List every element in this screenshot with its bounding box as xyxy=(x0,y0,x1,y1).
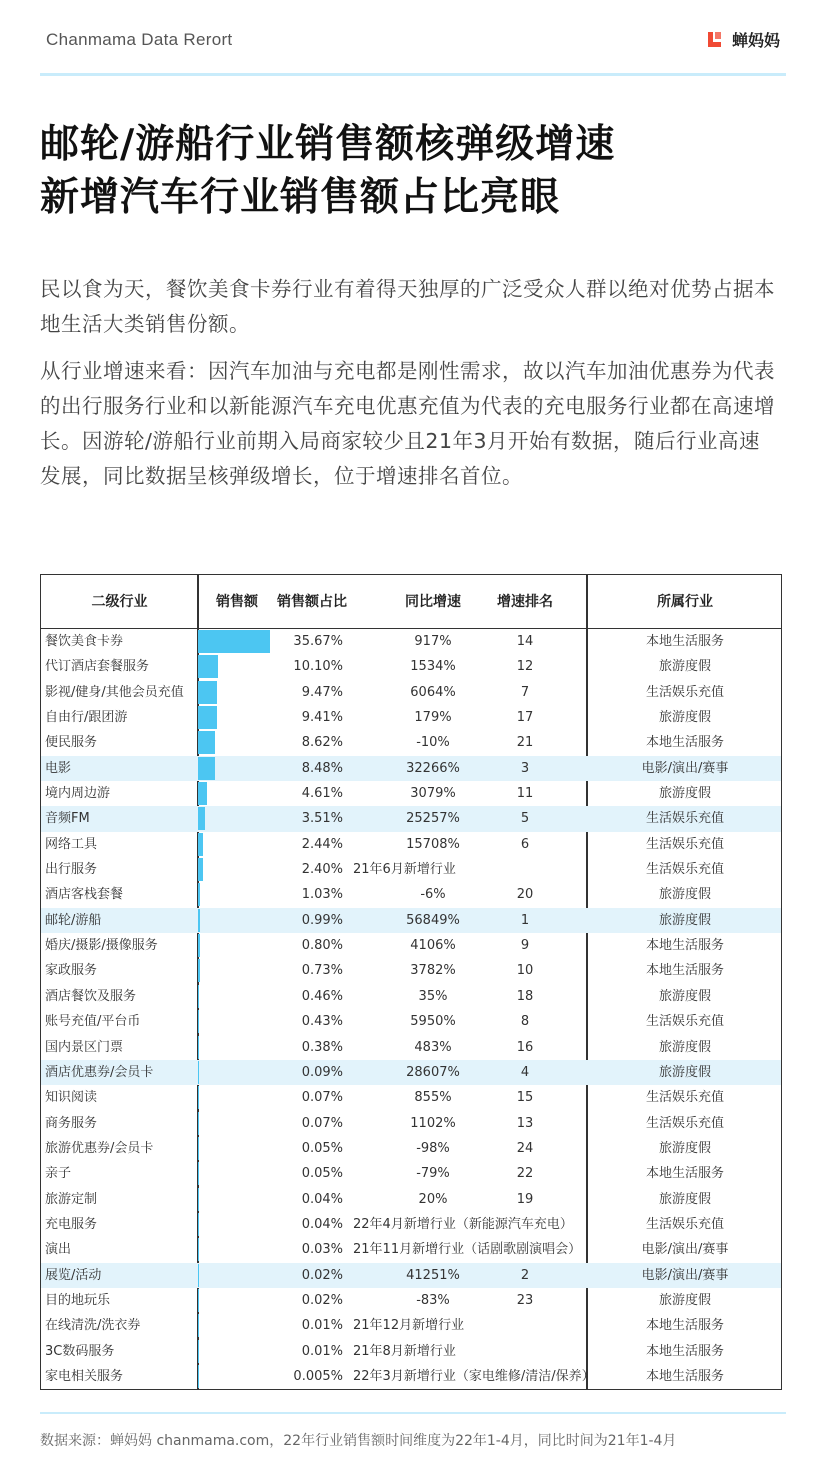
cell-rank: 10 xyxy=(516,963,534,979)
table-row xyxy=(41,857,781,882)
cell-industry-name: 婚庆/摄影/摄像服务 xyxy=(45,938,158,954)
table-row xyxy=(41,832,781,857)
sales-bar xyxy=(198,1314,199,1337)
cell-rank: 24 xyxy=(516,1140,534,1156)
cell-industry-name: 家电相关服务 xyxy=(45,1368,124,1384)
table-row xyxy=(41,730,781,755)
table-row xyxy=(41,882,781,907)
cell-growth: 483% xyxy=(414,1039,452,1055)
table-row xyxy=(41,1009,781,1034)
sales-bar xyxy=(198,807,205,830)
cell-share: 0.02% xyxy=(301,1267,343,1283)
sales-bar xyxy=(198,883,200,906)
sales-bar xyxy=(198,1264,199,1287)
cell-share: 4.61% xyxy=(301,786,343,802)
cell-growth: 20% xyxy=(418,1191,448,1207)
table-row xyxy=(41,629,781,654)
table-row xyxy=(41,680,781,705)
cell-growth: 3782% xyxy=(410,963,456,979)
bottom-divider xyxy=(40,1412,786,1414)
cell-growth: 1102% xyxy=(410,1115,456,1131)
table-row xyxy=(41,1161,781,1186)
cell-growth: 4106% xyxy=(410,938,456,954)
cell-rank: 19 xyxy=(516,1191,534,1207)
cell-rank: 5 xyxy=(520,811,530,827)
cell-share: 0.01% xyxy=(301,1343,343,1359)
title-line-1: 邮轮/游船行业销售额核弹级增速 xyxy=(40,122,616,167)
cell-share: 0.07% xyxy=(301,1090,343,1106)
table-header xyxy=(41,575,781,629)
cell-industry-name: 代订酒店套餐服务 xyxy=(45,659,150,675)
sales-bar xyxy=(198,630,270,653)
cell-growth: 21年11月新增行业（话剧歌剧演唱会） xyxy=(353,1242,582,1258)
cell-parent-industry: 生活娱乐充值 xyxy=(645,1090,724,1106)
sales-bar xyxy=(198,1162,199,1185)
table-row xyxy=(41,1212,781,1237)
cell-parent-industry: 本地生活服务 xyxy=(645,634,724,649)
cell-rank: 16 xyxy=(516,1039,534,1055)
table-row xyxy=(41,908,781,933)
cell-rank: 11 xyxy=(516,786,534,802)
cell-industry-name: 家政服务 xyxy=(45,963,98,979)
cell-parent-industry: 生活娱乐充值 xyxy=(645,811,724,827)
cell-industry-name: 网络工具 xyxy=(45,836,98,852)
table-row xyxy=(41,984,781,1009)
cell-rank: 18 xyxy=(516,988,534,1004)
cell-industry-name: 账号充值/平台币 xyxy=(45,1014,141,1030)
cell-growth: -10% xyxy=(416,735,450,751)
cell-parent-industry: 旅游度假 xyxy=(658,887,711,903)
intro-paragraph: 民以食为天，餐饮美食卡券行业有着得天独厚的广泛受众人群以绝对优势占据本地生活大类销售份额。 xyxy=(40,277,775,336)
cell-growth: 5950% xyxy=(410,1014,456,1030)
cell-parent-industry: 生活娱乐充值 xyxy=(645,1014,724,1030)
sales-bar xyxy=(198,1238,199,1261)
cell-growth: -6% xyxy=(420,887,446,903)
cell-rank: 14 xyxy=(516,634,534,649)
cell-industry-name: 知识阅读 xyxy=(45,1090,98,1106)
sales-bar xyxy=(198,1010,199,1033)
cell-growth: 179% xyxy=(414,710,452,726)
cell-parent-industry: 旅游度假 xyxy=(658,1191,711,1207)
sales-bar xyxy=(198,1340,199,1363)
cell-parent-industry: 本地生活服务 xyxy=(645,1166,724,1182)
cell-industry-name: 电影 xyxy=(45,760,72,776)
cell-share: 8.48% xyxy=(301,760,343,776)
cell-parent-industry: 旅游度假 xyxy=(658,1064,711,1080)
header-industry: 所属行业 xyxy=(657,594,713,610)
cell-industry-name: 出行服务 xyxy=(45,862,98,878)
sales-bar xyxy=(198,1137,199,1160)
cell-share: 0.43% xyxy=(301,1014,343,1030)
cell-industry-name: 音频FM xyxy=(45,811,90,827)
cell-growth: 41251% xyxy=(406,1267,460,1283)
cell-industry-name: 邮轮/游船 xyxy=(45,912,102,928)
header-share: 销售额占比 xyxy=(277,594,347,610)
sales-bar xyxy=(198,757,215,780)
cell-share: 0.03% xyxy=(301,1242,343,1258)
cell-parent-industry: 电影/演出/赛事 xyxy=(641,760,729,776)
sales-bar xyxy=(198,934,200,957)
sales-bar xyxy=(198,1086,199,1109)
table-row xyxy=(41,1035,781,1060)
cell-share: 1.03% xyxy=(301,887,343,903)
cell-parent-industry: 旅游度假 xyxy=(658,786,711,802)
cell-parent-industry: 旅游度假 xyxy=(658,659,711,675)
sales-bar xyxy=(198,1036,199,1059)
cell-parent-industry: 电影/演出/赛事 xyxy=(641,1242,729,1258)
cell-rank: 13 xyxy=(516,1115,534,1131)
cell-growth: 6064% xyxy=(410,684,456,700)
sales-bar xyxy=(198,782,207,805)
table-body xyxy=(41,629,781,1389)
table-row xyxy=(41,1263,781,1288)
cell-growth: -83% xyxy=(416,1292,450,1308)
cell-growth: 35% xyxy=(418,988,448,1004)
cell-rank: 20 xyxy=(516,887,534,903)
sales-bar xyxy=(198,1213,199,1236)
cell-growth: -98% xyxy=(416,1140,450,1156)
cell-rank: 9 xyxy=(520,938,530,954)
sales-bar xyxy=(198,681,217,704)
cell-growth: 32266% xyxy=(406,760,460,776)
footer-source: 数据来源：蝉妈妈 chanmama.com，22年行业销售额时间维度为22年1-4月，同比时间为21年1-4月 xyxy=(40,1433,677,1449)
cell-industry-name: 国内景区门票 xyxy=(45,1039,124,1055)
table-row xyxy=(41,654,781,679)
cell-rank: 6 xyxy=(520,836,530,852)
cell-rank: 8 xyxy=(520,1014,530,1030)
cell-growth: 22年3月新增行业（家电维修/清洁/保养） xyxy=(353,1368,595,1384)
sales-bar xyxy=(198,731,215,754)
cell-industry-name: 在线清洗/洗衣券 xyxy=(45,1318,141,1334)
cell-rank: 21 xyxy=(516,735,534,751)
table-row xyxy=(41,1237,781,1262)
cell-growth: 21年12月新增行业 xyxy=(353,1318,465,1334)
cell-parent-industry: 旅游度假 xyxy=(658,912,711,928)
sales-bar xyxy=(198,1365,199,1388)
table-row xyxy=(41,1085,781,1110)
cell-share: 9.47% xyxy=(301,684,343,700)
cell-industry-name: 境内周边游 xyxy=(45,786,111,802)
cell-growth: 56849% xyxy=(406,912,460,928)
table-row xyxy=(41,1288,781,1313)
sales-bar xyxy=(198,858,203,881)
table-row xyxy=(41,705,781,730)
cell-parent-industry: 生活娱乐充值 xyxy=(645,1115,724,1131)
cell-parent-industry: 本地生活服务 xyxy=(645,735,724,751)
cell-share: 0.04% xyxy=(301,1216,343,1232)
cell-parent-industry: 旅游度假 xyxy=(658,710,711,726)
cell-share: 0.05% xyxy=(301,1140,343,1156)
sales-bar xyxy=(198,959,200,982)
cell-industry-name: 旅游优惠券/会员卡 xyxy=(45,1140,154,1156)
cell-industry-name: 3C数码服务 xyxy=(45,1343,115,1359)
table-row xyxy=(41,1136,781,1161)
cell-share: 0.80% xyxy=(301,938,343,954)
cell-industry-name: 酒店客栈套餐 xyxy=(45,887,124,903)
cell-share: 3.51% xyxy=(301,811,343,827)
cell-rank: 2 xyxy=(520,1267,530,1283)
cell-growth: -79% xyxy=(416,1166,450,1182)
cell-share: 0.46% xyxy=(301,988,343,1004)
cell-industry-name: 亲子 xyxy=(45,1166,72,1182)
cell-rank: 15 xyxy=(516,1090,534,1106)
cell-growth: 25257% xyxy=(406,811,460,827)
cell-growth: 28607% xyxy=(406,1064,460,1080)
industry-table xyxy=(40,574,782,1390)
cell-share: 0.07% xyxy=(301,1115,343,1131)
cell-industry-name: 目的地玩乐 xyxy=(45,1292,111,1308)
cell-parent-industry: 生活娱乐充值 xyxy=(645,1216,724,1232)
cell-growth: 917% xyxy=(414,634,452,649)
header-growth: 同比增速 xyxy=(405,594,461,610)
cell-parent-industry: 本地生活服务 xyxy=(645,1318,724,1334)
header-rank: 增速排名 xyxy=(497,594,553,610)
table-row xyxy=(41,1060,781,1085)
cell-rank: 22 xyxy=(516,1166,534,1182)
cell-share: 9.41% xyxy=(301,710,343,726)
title-line-2: 新增汽车行业销售额占比亮眼 xyxy=(40,175,561,220)
sales-bar xyxy=(198,1061,199,1084)
cell-rank: 4 xyxy=(520,1064,530,1080)
cell-share: 0.73% xyxy=(301,963,343,979)
table-row xyxy=(41,806,781,831)
logo-icon xyxy=(704,29,726,51)
cell-rank: 23 xyxy=(516,1292,534,1308)
cell-parent-industry: 本地生活服务 xyxy=(645,938,724,954)
cell-parent-industry: 生活娱乐充值 xyxy=(645,684,724,700)
cell-parent-industry: 本地生活服务 xyxy=(645,1368,724,1384)
cell-parent-industry: 生活娱乐充值 xyxy=(645,836,724,852)
cell-share: 0.04% xyxy=(301,1191,343,1207)
header-brand: Chanmama Data Rerort xyxy=(46,30,233,49)
cell-industry-name: 旅游定制 xyxy=(45,1191,98,1207)
top-divider xyxy=(40,73,786,76)
sales-bar xyxy=(198,1289,199,1312)
page-title xyxy=(40,118,800,224)
table-row xyxy=(41,1364,781,1389)
table-row xyxy=(41,958,781,983)
cell-growth: 855% xyxy=(414,1090,452,1106)
cell-share: 35.67% xyxy=(293,634,343,649)
table-row xyxy=(41,1187,781,1212)
cell-share: 0.005% xyxy=(293,1368,343,1384)
cell-rank: 7 xyxy=(520,684,530,700)
cell-industry-name: 商务服务 xyxy=(45,1115,98,1131)
sales-bar xyxy=(198,1188,199,1211)
sales-bar xyxy=(198,985,199,1008)
sales-bar xyxy=(198,833,203,856)
cell-growth: 22年4月新增行业（新能源汽车充电） xyxy=(353,1216,573,1232)
logo xyxy=(704,28,780,51)
cell-growth: 15708% xyxy=(406,836,460,852)
cell-parent-industry: 本地生活服务 xyxy=(645,1343,724,1359)
cell-parent-industry: 本地生活服务 xyxy=(645,963,724,979)
cell-share: 0.01% xyxy=(301,1318,343,1334)
cell-share: 10.10% xyxy=(293,659,343,675)
growth-paragraph: 从行业增速来看：因汽车加油与充电都是刚性需求，故以汽车加油优惠券为代表的出行服务行业和以新能源汽车充电优惠充值为代表的充电服务行业都在高速增长。因游轮/游船行业前期入局商家较少且21年3月开始有数据，随后行业高速发展，同比数据呈核弹级增长，位于增速排名首位。 xyxy=(40,359,775,488)
table-row xyxy=(41,756,781,781)
sales-bar xyxy=(198,655,218,678)
cell-industry-name: 自由行/跟团游 xyxy=(45,710,128,726)
cell-growth: 21年6月新增行业 xyxy=(353,862,456,878)
cell-share: 8.62% xyxy=(301,735,343,751)
cell-industry-name: 影视/健身/其他会员充值 xyxy=(45,684,184,700)
table-row xyxy=(41,1313,781,1338)
cell-growth: 21年8月新增行业 xyxy=(353,1343,456,1359)
cell-industry-name: 展览/活动 xyxy=(45,1267,102,1283)
header-name: 二级行业 xyxy=(91,594,148,610)
cell-share: 0.38% xyxy=(301,1039,343,1055)
cell-rank: 17 xyxy=(516,710,534,726)
cell-rank: 12 xyxy=(516,659,534,675)
cell-industry-name: 演出 xyxy=(45,1242,72,1258)
cell-industry-name: 酒店优惠券/会员卡 xyxy=(45,1064,154,1080)
cell-parent-industry: 旅游度假 xyxy=(658,1292,711,1308)
sales-bar xyxy=(198,1112,199,1135)
table-row xyxy=(41,933,781,958)
cell-rank: 1 xyxy=(520,912,530,928)
table-row xyxy=(41,1111,781,1136)
cell-share: 2.44% xyxy=(301,836,343,852)
header-sales: 销售额 xyxy=(216,594,258,610)
cell-parent-industry: 旅游度假 xyxy=(658,1140,711,1156)
table-row xyxy=(41,781,781,806)
sales-bar xyxy=(198,706,217,729)
logo-text: 蝉妈妈 xyxy=(731,31,780,50)
cell-industry-name: 便民服务 xyxy=(45,735,98,751)
cell-industry-name: 餐饮美食卡券 xyxy=(45,634,124,649)
cell-parent-industry: 旅游度假 xyxy=(658,988,711,1004)
cell-share: 0.05% xyxy=(301,1166,343,1182)
cell-growth: 1534% xyxy=(410,659,456,675)
cell-parent-industry: 旅游度假 xyxy=(658,1039,711,1055)
cell-share: 2.40% xyxy=(301,862,343,878)
cell-growth: 3079% xyxy=(410,786,456,802)
table-row xyxy=(41,1339,781,1364)
sales-bar xyxy=(198,909,200,932)
cell-parent-industry: 电影/演出/赛事 xyxy=(641,1267,729,1283)
cell-share: 0.02% xyxy=(301,1292,343,1308)
cell-industry-name: 充电服务 xyxy=(45,1216,98,1232)
cell-parent-industry: 生活娱乐充值 xyxy=(645,862,724,878)
cell-industry-name: 酒店餐饮及服务 xyxy=(45,988,137,1004)
cell-share: 0.09% xyxy=(301,1064,343,1080)
cell-rank: 3 xyxy=(520,760,530,776)
cell-share: 0.99% xyxy=(301,912,343,928)
